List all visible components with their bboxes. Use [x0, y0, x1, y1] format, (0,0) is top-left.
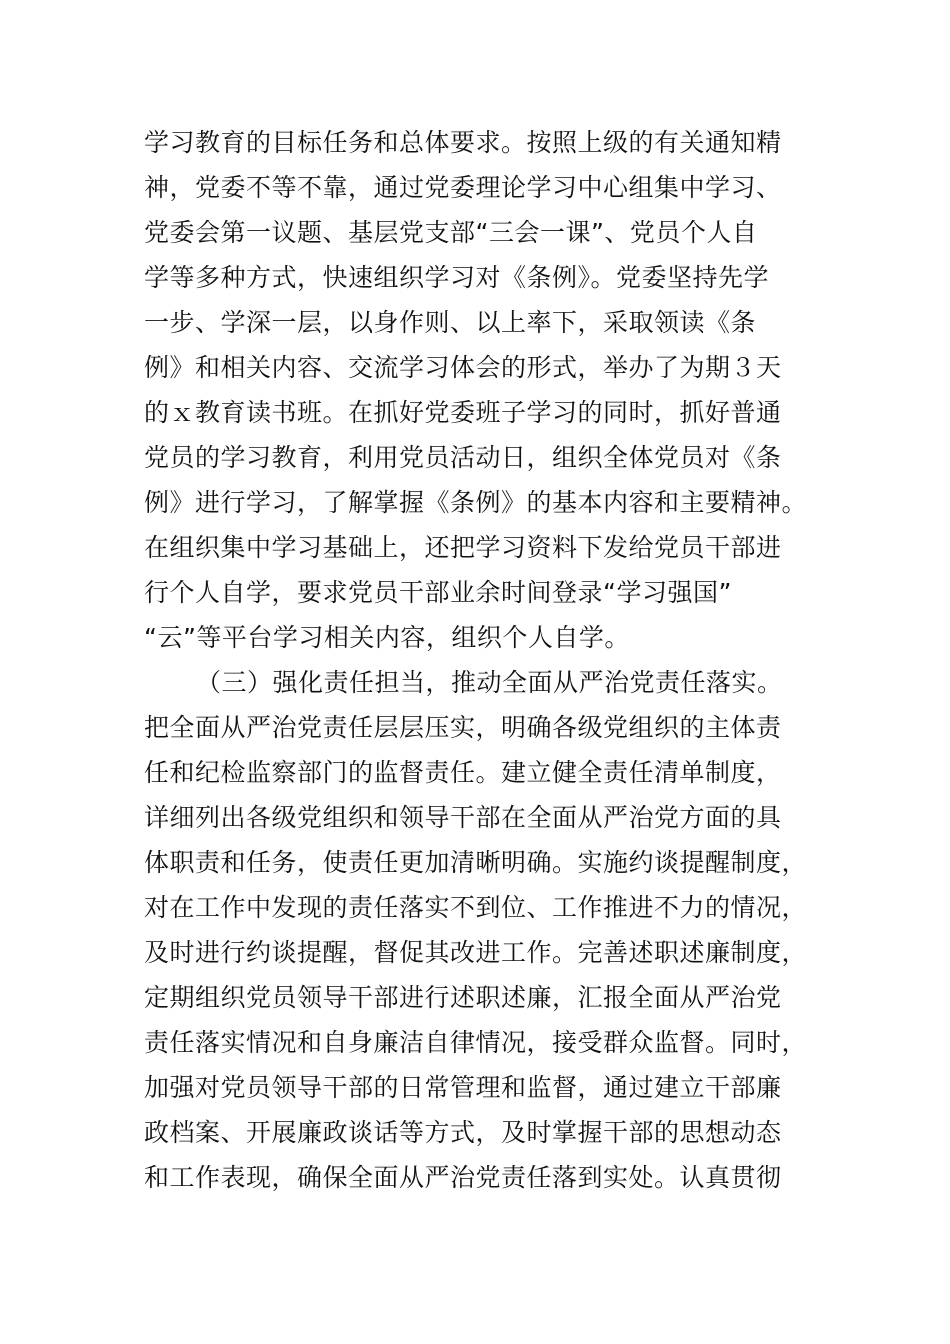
text-line: 把全面从严治党责任层层压实，明确各级党组织的主体责	[144, 713, 782, 742]
text-line: 例》和相关内容、交流学习体会的形式，举办了为期３天	[144, 353, 782, 382]
text-line: 的ｘ教育读书班。在抓好党委班子学习的同时，抓好普通	[144, 398, 782, 427]
text-line: 加强对党员领导干部的日常管理和监督，通过建立干部廉	[144, 1073, 782, 1102]
text-line: 政档案、开展廉政谈话等方式，及时掌握干部的思想动态	[144, 1118, 782, 1147]
text-line: 对在工作中发现的责任落实不到位、工作推进不力的情况，	[144, 893, 808, 922]
text-line: 和工作表现，确保全面从严治党责任落到实处。认真贯彻	[144, 1163, 782, 1192]
text-line: 责任落实情况和自身廉洁自律情况，接受群众监督。同时，	[144, 1028, 808, 1057]
text-line: 学习教育的目标任务和总体要求。按照上级的有关通知精	[144, 128, 782, 157]
text-line: 一步、学深一层，以身作则、以上率下，采取领读《条	[144, 308, 757, 337]
text-line: 定期组织党员领导干部进行述职述廉，汇报全面从严治党	[144, 983, 782, 1012]
section-heading: （三）强化责任担当，推动全面从严治党责任落实。	[196, 668, 783, 697]
text-line: 行个人自学，要求党员干部业余时间登录“学习强国”	[144, 578, 732, 607]
text-line: “云”等平台学习相关内容，组织个人自学。	[144, 623, 630, 652]
text-line: 神，党委不等不靠，通过党委理论学习中心组集中学习、	[144, 173, 782, 202]
text-line: 例》进行学习，了解掌握《条例》的基本内容和主要精神。	[144, 488, 808, 517]
text-line: 党委会第一议题、基层党支部“三会一课”、党员个人自	[144, 218, 758, 247]
text-line: 详细列出各级党组织和领导干部在全面从严治党方面的具	[144, 803, 782, 832]
text-line: 学等多种方式，快速组织学习对《条例》。党委坚持先学	[144, 263, 770, 292]
text-line: 在组织集中学习基础上，还把学习资料下发给党员干部进	[144, 533, 782, 562]
text-line: 及时进行约谈提醒，督促其改进工作。完善述职述廉制度，	[144, 938, 808, 967]
text-line: 体职责和任务，使责任更加清晰明确。实施约谈提醒制度，	[144, 848, 808, 877]
body-text	[144, 120, 824, 1200]
text-line: 党员的学习教育，利用党员活动日，组织全体党员对《条	[144, 443, 782, 472]
text-line: 任和纪检监察部门的监督责任。建立健全责任清单制度，	[144, 758, 782, 787]
